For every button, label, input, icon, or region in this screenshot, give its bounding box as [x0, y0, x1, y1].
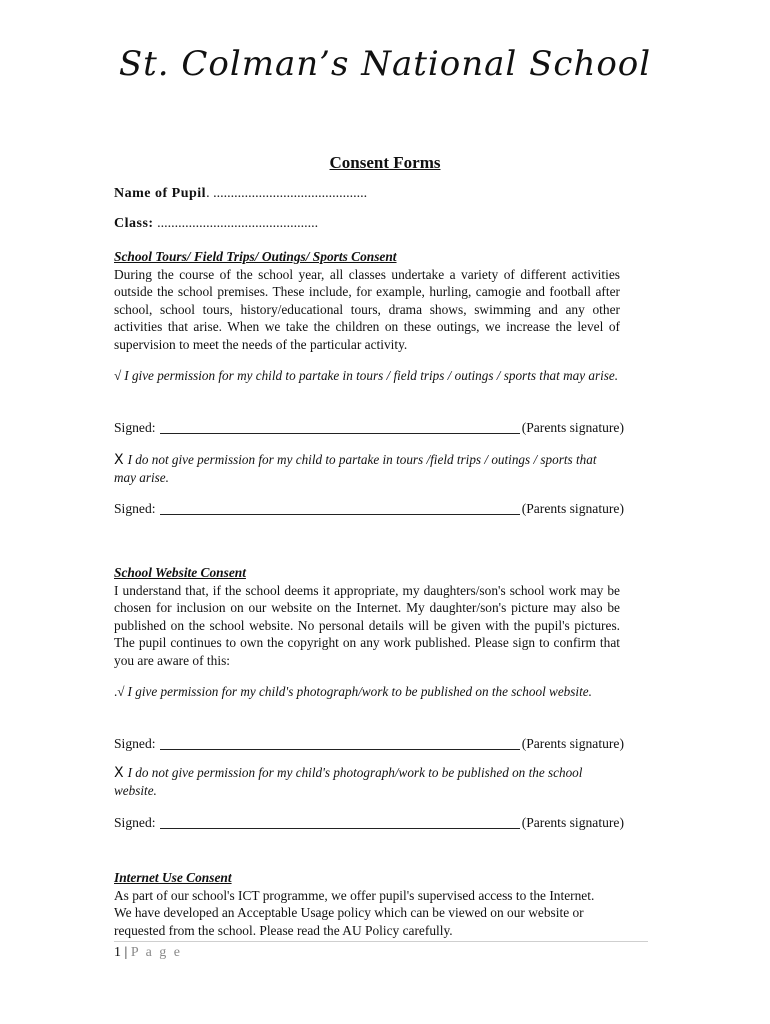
tours-paragraph: During the course of the school year, all classes undertake a variety of different activities outside the school premises. These include, for example, hurling, camogie and football after school, school tours, history/educational tours, drama shows, swimming and any other activities that arise. When we take the children on these outings, we increase the level of supervision to meet the needs of the particular activity. — [114, 266, 620, 352]
parents-signature-label: (Parents signature) — [521, 736, 624, 751]
tours-give-permission — [114, 367, 620, 384]
page-number: 1 — [114, 945, 121, 960]
internet-section — [114, 869, 614, 939]
signature-line[interactable] — [160, 501, 520, 515]
signed-label: Signed: — [114, 501, 156, 516]
signature-line[interactable] — [160, 815, 520, 829]
internet-paragraph: As part of our school's ICT programme, we offer pupil's supervised access to the Internet. We have developed an Acceptable Usage policy which can be viewed on our website or requested from the school. Please read the AU Policy carefully. — [114, 887, 595, 938]
website-deny-signature[interactable] — [114, 815, 624, 831]
parents-signature-label: (Parents signature) — [521, 501, 624, 516]
website-give-text: I give permission for my child's photograph/work to be published on the school website. — [127, 684, 592, 699]
tours-deny-text: I do not give permission for my child to partake in tours /field trips / outings / sports that may arise. — [114, 452, 597, 485]
pupil-name-dots: . ............................................ — [206, 186, 368, 201]
signed-label: Signed: — [114, 815, 156, 830]
website-paragraph: I understand that, if the school deems it appropriate, my daughters/son's school work may be chosen for inclusion on our website on the Internet. My daughter/son's picture may also be published on the school website. No personal details will be given with the pupil's pictures. The pupil continues to own the copyright on any work published. Please sign to confirm that you are aware of this: — [114, 582, 620, 668]
footer-divider — [114, 941, 648, 942]
cross-icon: X — [114, 452, 124, 468]
tours-give-signature[interactable] — [114, 420, 624, 436]
class-dots: .............................................. — [153, 216, 319, 231]
class-field[interactable] — [114, 216, 318, 232]
tours-give-text: I give permission for my child to partake in tours / field trips / outings / sports that may arise. — [124, 368, 619, 383]
website-section — [114, 564, 620, 670]
checkmark-icon: .√ — [114, 684, 125, 699]
parents-signature-label: (Parents signature) — [521, 815, 624, 830]
website-deny-permission — [114, 764, 620, 799]
tours-heading: School Tours/ Field Trips/ Outings/ Sports Consent — [114, 249, 397, 264]
document-title: Consent Forms — [329, 153, 441, 172]
cross-icon: X — [114, 765, 124, 781]
website-heading: School Website Consent — [114, 565, 246, 580]
tours-section — [114, 248, 620, 354]
website-deny-text: I do not give permission for my child's photograph/work to be published on the school website. — [114, 765, 583, 798]
signature-line[interactable] — [160, 736, 520, 750]
tours-deny-permission — [114, 451, 620, 486]
pupil-name-field[interactable] — [114, 186, 367, 202]
signed-label: Signed: — [114, 736, 156, 751]
page-footer — [114, 945, 182, 961]
checkmark-icon: √ — [114, 368, 122, 383]
internet-heading: Internet Use Consent — [114, 870, 232, 885]
pupil-name-label: Name of Pupil — [114, 186, 207, 201]
page-word: P a g e — [130, 945, 183, 960]
website-give-permission — [114, 683, 620, 700]
signed-label: Signed: — [114, 420, 156, 435]
school-name: St. Colman’s National School — [118, 44, 652, 84]
tours-deny-signature[interactable] — [114, 501, 624, 517]
page-separator: | — [124, 945, 128, 960]
parents-signature-label: (Parents signature) — [521, 420, 624, 435]
signature-line[interactable] — [160, 420, 520, 434]
website-give-signature[interactable] — [114, 736, 624, 752]
class-label: Class: — [114, 216, 154, 231]
